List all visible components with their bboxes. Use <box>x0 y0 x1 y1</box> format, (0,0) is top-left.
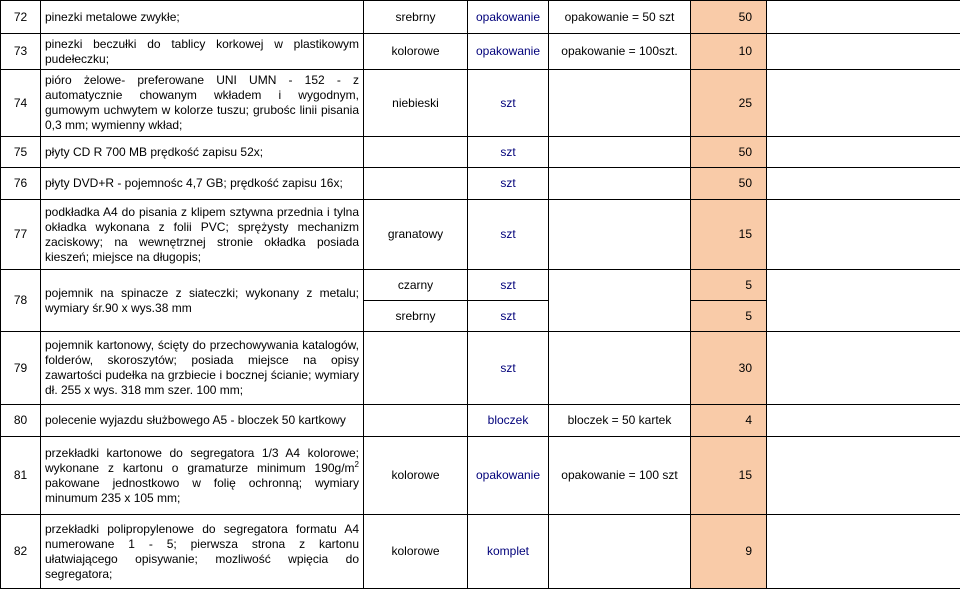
desc-superscript: 2 <box>354 459 359 469</box>
item-unit: szt <box>468 137 549 168</box>
row-number: 74 <box>1 70 41 137</box>
item-unit: opakowanie <box>468 34 549 70</box>
table-row <box>1 200 960 270</box>
table-row <box>1 405 960 437</box>
item-pack <box>549 332 691 405</box>
item-qty: 5 <box>691 301 767 332</box>
table-row <box>1 34 960 70</box>
row-number: 80 <box>1 405 41 437</box>
item-unit: szt <box>468 168 549 200</box>
item-color: srebrny <box>364 301 468 332</box>
row-number: 76 <box>1 168 41 200</box>
table-row <box>1 437 960 515</box>
empty-cell <box>767 437 960 515</box>
row-number: 75 <box>1 137 41 168</box>
item-unit: bloczek <box>468 405 549 437</box>
item-color: kolorowe <box>364 437 468 515</box>
item-qty: 50 <box>691 168 767 200</box>
item-unit: szt <box>468 332 549 405</box>
item-color <box>364 137 468 168</box>
item-pack <box>549 70 691 137</box>
item-qty: 15 <box>691 200 767 270</box>
item-pack <box>549 137 691 168</box>
item-qty: 50 <box>691 137 767 168</box>
item-description: płyty CD R 700 MB prędkość zapisu 52x; <box>41 137 364 168</box>
empty-cell <box>767 515 960 589</box>
item-qty: 50 <box>691 1 767 34</box>
item-pack: opakowanie = 100szt. <box>549 34 691 70</box>
empty-cell <box>767 270 960 332</box>
row-number: 73 <box>1 34 41 70</box>
item-pack: opakowanie = 50 szt <box>549 1 691 34</box>
row-number: 81 <box>1 437 41 515</box>
table-row <box>1 70 960 137</box>
item-color <box>364 168 468 200</box>
table-row <box>1 332 960 405</box>
item-qty: 25 <box>691 70 767 137</box>
desc-part: przekładki kartonowe do segregatora 1/3 A4 kolorowe; wykonane z kartonu o gramaturze minimum 190g/m <box>45 445 359 475</box>
item-pack <box>549 200 691 270</box>
item-description: pojemnik kartonowy, ścięty do przechowywania katalogów, folderów, skoroszytów; posiada miejsce na opisy zawartości pudełka na grzbiecie i bocznej ścianie; wymiary dł. 255 x wys. 318 mm szer. 100 mm; <box>41 332 364 405</box>
empty-cell <box>767 1 960 34</box>
empty-cell <box>767 137 960 168</box>
empty-cell <box>767 405 960 437</box>
row-number: 78 <box>1 270 41 332</box>
item-unit: szt <box>468 70 549 137</box>
item-description: płyty DVD+R - pojemnośc 4,7 GB; prędkość zapisu 16x; <box>41 168 364 200</box>
item-qty: 5 <box>691 270 767 301</box>
item-description: przekładki polipropylenowe do segregatora formatu A4 numerowane 1 - 5; pierwsza strona z kartonu ułatwiającego opisywanie; mozliwość wpięcia do segregatora; <box>41 515 364 589</box>
item-color: srebrny <box>364 1 468 34</box>
empty-cell <box>767 70 960 137</box>
item-color: kolorowe <box>364 34 468 70</box>
row-number: 82 <box>1 515 41 589</box>
item-color: czarny <box>364 270 468 301</box>
item-pack: opakowanie = 100 szt <box>549 437 691 515</box>
empty-cell <box>767 200 960 270</box>
item-description: pióro żelowe- preferowane UNI UMN - 152 - z automatycznie chowanym wkładem i wygodnym, gumowym uchwytem w kolorze tuszu; grubośc linii pisania 0,3 mm; wymienny wkład; <box>41 70 364 137</box>
item-qty: 30 <box>691 332 767 405</box>
desc-part: pakowane jednostkowo w folię ochronną; wymiary minumum 235 x 105 mm; <box>45 475 359 505</box>
item-description: pinezki beczułki do tablicy korkowej w plastikowym pudełeczku; <box>41 34 364 70</box>
item-color: kolorowe <box>364 515 468 589</box>
item-qty: 10 <box>691 34 767 70</box>
item-color <box>364 332 468 405</box>
table-row <box>1 270 960 301</box>
row-number: 72 <box>1 1 41 34</box>
item-description: pojemnik na spinacze z siateczki; wykonany z metalu; wymiary śr.90 x wys.38 mm <box>41 270 364 332</box>
row-number: 79 <box>1 332 41 405</box>
empty-cell <box>767 34 960 70</box>
item-description: polecenie wyjazdu służbowego A5 - bloczek 50 kartkowy <box>41 405 364 437</box>
row-number: 77 <box>1 200 41 270</box>
table-row <box>1 515 960 589</box>
item-color <box>364 405 468 437</box>
item-qty: 4 <box>691 405 767 437</box>
item-description: podkładka A4 do pisania z klipem sztywna przednia i tylna okładka wykonana z folii PVC; sprężysty mechanizm zaciskowy; na wewnętrznej stronie okładka posiada kieszeń; miejsce na długopis; <box>41 200 364 270</box>
item-unit: opakowanie <box>468 1 549 34</box>
empty-cell <box>767 168 960 200</box>
item-unit: szt <box>468 301 549 332</box>
item-unit: szt <box>468 200 549 270</box>
item-unit: komplet <box>468 515 549 589</box>
item-color: granatowy <box>364 200 468 270</box>
table-row <box>1 1 960 34</box>
item-qty: 15 <box>691 437 767 515</box>
empty-cell <box>767 332 960 405</box>
item-color: niebieski <box>364 70 468 137</box>
table-row <box>1 168 960 200</box>
table-row <box>1 137 960 168</box>
item-pack <box>549 515 691 589</box>
item-pack: bloczek = 50 kartek <box>549 405 691 437</box>
item-qty: 9 <box>691 515 767 589</box>
item-description: pinezki metalowe zwykłe; <box>41 1 364 34</box>
item-unit: opakowanie <box>468 437 549 515</box>
item-description <box>41 437 364 515</box>
item-unit: szt <box>468 270 549 301</box>
item-pack <box>549 168 691 200</box>
item-pack <box>549 270 691 332</box>
